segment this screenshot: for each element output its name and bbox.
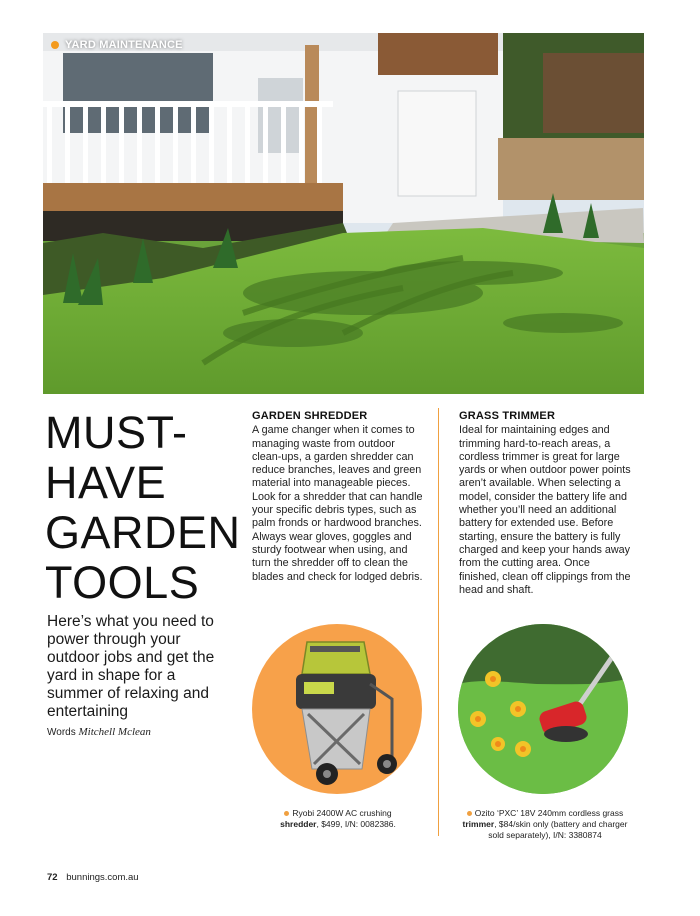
column-divider bbox=[438, 408, 439, 836]
headline-line: TOOLS bbox=[45, 557, 200, 608]
section-tag-label: YARD MAINTENANCE bbox=[65, 39, 183, 51]
column-heading: GARDEN SHREDDER bbox=[252, 410, 368, 422]
bullet-dot-icon bbox=[51, 41, 59, 49]
shredder-icon bbox=[252, 624, 422, 794]
caption-product-name: shredder bbox=[280, 819, 317, 829]
page-headline bbox=[45, 408, 250, 608]
column-body: A game changer when it comes to managing waste from outdoor clean-ups, a garden shredder can reduce branches, leaves and green material into manageable pieces. Look for a shredder that can handle your specific debris types, such as palm fronds or hardwood branches. Always wear gloves, goggles and sturdy footwear when using, and turn the shredder off to clean the blades and check for lodged debris. bbox=[252, 424, 423, 583]
headline-line: MUST- bbox=[45, 407, 188, 458]
bullet-dot-icon bbox=[284, 811, 289, 816]
product-image-shredder bbox=[252, 624, 422, 794]
byline bbox=[47, 726, 151, 738]
caption-price: , $84/skin only (battery and charger sold separately), I/N: 3380874 bbox=[488, 819, 628, 840]
byline-author: Mitchell Mclean bbox=[78, 726, 151, 738]
page-footer bbox=[47, 872, 139, 883]
caption-product-name: trimmer bbox=[462, 819, 495, 829]
caption-price: , $499, I/N: 0082386. bbox=[316, 819, 396, 829]
page-number: 72 bbox=[47, 872, 58, 883]
headline-line: HAVE bbox=[45, 457, 167, 508]
site-link[interactable]: bunnings.com.au bbox=[66, 872, 139, 883]
bullet-dot-icon bbox=[467, 811, 472, 816]
product-caption bbox=[268, 808, 408, 830]
grass-trimmer-icon bbox=[458, 624, 628, 794]
column-body: Ideal for maintaining edges and trimming hard-to-reach areas, a cordless trimmer is great for large yards or when outdoor power points aren’t available. When selecting a model, consider the battery life and whether you’ll need an additional battery for extended use. Before starting, ensure the battery is fully charged and keep your hands away from the cutting area. Once finished, clean off clippings from the head and shaft. bbox=[459, 424, 631, 596]
product-image-trimmer bbox=[458, 624, 628, 794]
byline-label: Words bbox=[47, 727, 76, 738]
caption-text: Ryobi 2400W AC crushing bbox=[292, 808, 392, 818]
house-yard-illustration bbox=[43, 33, 644, 394]
headline-line: GARDEN bbox=[45, 507, 241, 558]
caption-text: Ozito ‘PXC’ 18V 240mm cordless grass bbox=[474, 808, 624, 818]
column-grass-trimmer bbox=[459, 410, 631, 597]
product-caption bbox=[460, 808, 630, 841]
section-tag bbox=[51, 39, 183, 51]
column-garden-shredder bbox=[252, 410, 424, 584]
hero-photo bbox=[43, 33, 644, 394]
standfirst: Here’s what you need to power through your outdoor jobs and get the yard in shape for a summer of relaxing and entertaining bbox=[47, 613, 215, 720]
column-heading: GRASS TRIMMER bbox=[459, 410, 556, 422]
